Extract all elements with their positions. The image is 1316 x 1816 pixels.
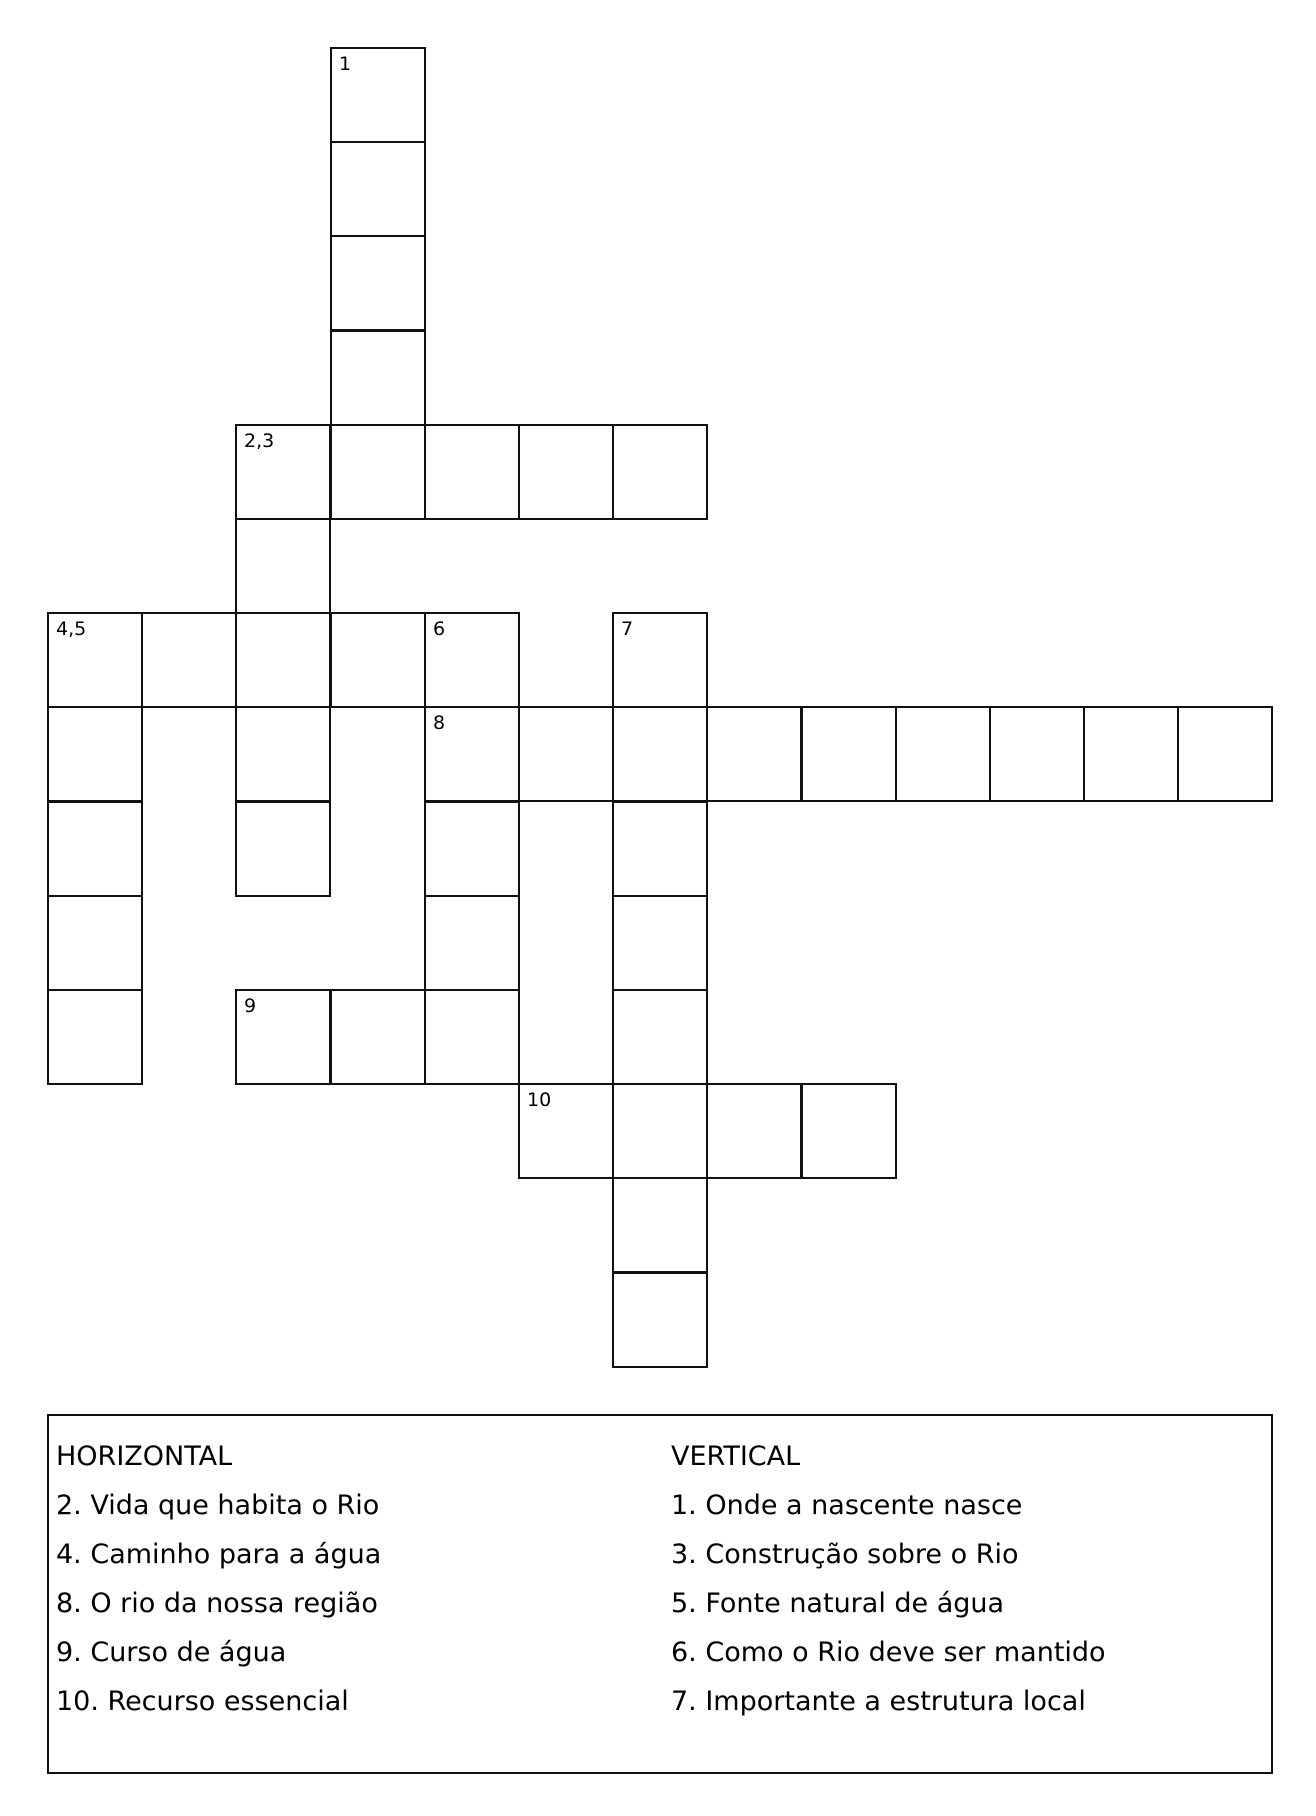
clues-box — [47, 1414, 1273, 1774]
crossword-cell[interactable] — [330, 141, 426, 237]
crossword-cell[interactable] — [330, 235, 426, 331]
cell-number: 1 — [339, 53, 352, 75]
horizontal-clue-10: 10. Recurso essencial — [56, 1686, 349, 1717]
crossword-cell[interactable] — [424, 612, 520, 708]
cell-number: 8 — [433, 712, 446, 734]
crossword-cell[interactable] — [47, 801, 143, 897]
crossword-cell[interactable] — [235, 989, 331, 1085]
cell-number: 9 — [244, 995, 257, 1017]
crossword-cell[interactable] — [235, 518, 331, 614]
crossword-cell[interactable] — [612, 989, 708, 1085]
vertical-clues — [671, 1432, 1106, 1726]
crossword-cell[interactable] — [518, 424, 614, 520]
crossword-cell[interactable] — [141, 612, 237, 708]
horizontal-title: HORIZONTAL — [56, 1441, 233, 1472]
crossword-cell[interactable] — [612, 895, 708, 991]
crossword-cell[interactable] — [330, 612, 426, 708]
vertical-clue-5: 5. Fonte natural de água — [671, 1588, 1005, 1619]
crossword-cell[interactable] — [612, 424, 708, 520]
vertical-clue-3: 3. Construção sobre o Rio — [671, 1539, 1019, 1570]
cell-number: 4,5 — [56, 618, 87, 640]
horizontal-clue-8: 8. O rio da nossa região — [56, 1588, 378, 1619]
vertical-title: VERTICAL — [671, 1441, 801, 1472]
vertical-clue-7: 7. Importante a estrutura local — [671, 1686, 1086, 1717]
crossword-cell[interactable] — [1177, 706, 1273, 802]
horizontal-clue-4: 4. Caminho para a água — [56, 1539, 382, 1570]
vertical-clue-6: 6. Como o Rio deve ser mantido — [671, 1637, 1106, 1668]
crossword-cell[interactable] — [235, 424, 331, 520]
crossword-cell[interactable] — [424, 895, 520, 991]
crossword-cell[interactable] — [801, 706, 897, 802]
crossword-cell[interactable] — [612, 706, 708, 802]
cell-number: 6 — [433, 618, 446, 640]
crossword-cell[interactable] — [47, 612, 143, 708]
crossword-cell[interactable] — [518, 706, 614, 802]
horizontal-clue-9: 9. Curso de água — [56, 1637, 287, 1668]
crossword-cell[interactable] — [706, 706, 802, 802]
vertical-clue-1: 1. Onde a nascente nasce — [671, 1490, 1023, 1521]
crossword-cell[interactable] — [1083, 706, 1179, 802]
crossword-cell[interactable] — [424, 989, 520, 1085]
crossword-cell[interactable] — [895, 706, 991, 802]
crossword-cell[interactable] — [235, 706, 331, 802]
crossword-cell[interactable] — [330, 330, 426, 426]
crossword-cell[interactable] — [612, 612, 708, 708]
crossword-cell[interactable] — [47, 706, 143, 802]
horizontal-clues — [56, 1432, 381, 1726]
cell-number: 2,3 — [244, 430, 275, 452]
crossword-cell[interactable] — [235, 612, 331, 708]
cell-number: 7 — [621, 618, 634, 640]
crossword-cell[interactable] — [235, 801, 331, 897]
crossword-cell[interactable] — [612, 801, 708, 897]
crossword-cell[interactable] — [424, 424, 520, 520]
cell-number: 10 — [527, 1089, 552, 1111]
horizontal-clue-2: 2. Vida que habita o Rio — [56, 1490, 380, 1521]
crossword-cell[interactable] — [706, 1083, 802, 1179]
crossword-cell[interactable] — [330, 47, 426, 143]
crossword-cell[interactable] — [518, 1083, 614, 1179]
crossword-cell[interactable] — [612, 1083, 708, 1179]
crossword-cell[interactable] — [612, 1177, 708, 1273]
crossword-cell[interactable] — [801, 1083, 897, 1179]
crossword-cell[interactable] — [424, 801, 520, 897]
crossword-cell[interactable] — [989, 706, 1085, 802]
crossword-cell[interactable] — [330, 424, 426, 520]
crossword-cell[interactable] — [330, 989, 426, 1085]
crossword-cell[interactable] — [47, 895, 143, 991]
crossword-cell[interactable] — [424, 706, 520, 802]
crossword-cell[interactable] — [47, 989, 143, 1085]
crossword-cell[interactable] — [612, 1272, 708, 1368]
